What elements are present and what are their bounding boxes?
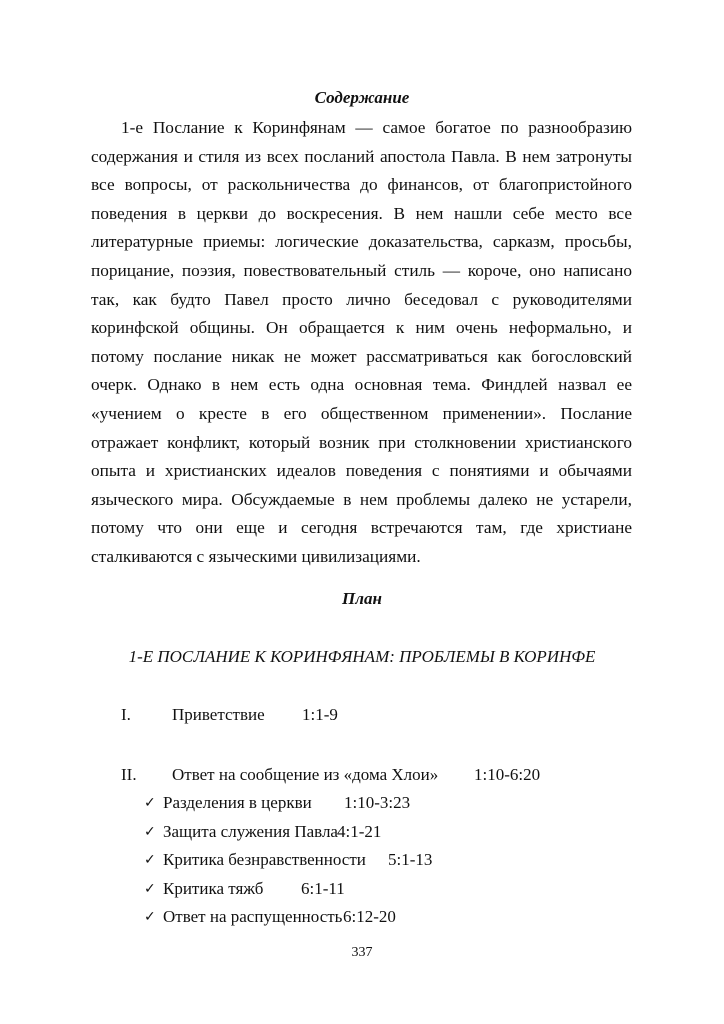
checkmark-icon: ✓	[144, 795, 156, 811]
sub-item-reference: 4:1-21	[337, 822, 382, 841]
sub-item-reference: 1:10-3:23	[344, 793, 411, 812]
sub-item-reference: 6:12-20	[343, 907, 396, 926]
outline-title: Ответ на сообщение из «дома Хлои»	[172, 765, 439, 784]
plan-heading: План	[342, 589, 382, 608]
outline-numeral: I.	[121, 705, 131, 724]
checkmark-icon: ✓	[144, 852, 156, 868]
outline-reference: 1:10-6:20	[474, 765, 541, 784]
checkmark-icon: ✓	[144, 881, 156, 897]
intro-paragraph: 1-е Послание к Коринфянам — самое богатое по разнообразию содержания и стиля из всех посланий апостола Павла. В нем затронуты все вопросы, от раскольничества до финансов, от благопристойного поведения в церкви до воскресения. В нем нашли себе место все литературные приемы: логические доказательства, сарказм, просьбы, порицание, поэзия, повествовательный стиль — короче, оно написано так, как будто Павел просто лично беседовал с руководителями коринфской общины. Он обращается к ним очень неформально, и потому послание никак не может рассматриваться как богословский очерк. Однако в нем есть одна основная тема. Финдлей назвал ее «учением о кресте в его общественном применении». Послание отражает конфликт, который возник при столкновении христианского опыта и христианских идеалов поведения с понятиями и обычаями языческого мира. Обсуждаемые в нем проблемы далеко не устарели, потому что они еще и сегодня встречаются там, где христиане сталкиваются с языческими цивилизациями.	[91, 118, 632, 566]
outline-numeral: II.	[121, 765, 137, 784]
plan-subtitle: 1-Е ПОСЛАНИЕ К КОРИНФЯНАМ: ПРОБЛЕМЫ В КОРИНФЕ	[128, 647, 596, 666]
outline-title: Приветствие	[172, 705, 265, 724]
checkmark-icon: ✓	[144, 909, 156, 925]
sub-item-title: Критика тяжб	[163, 879, 264, 898]
sub-item-title: Защита служения Павла	[163, 822, 338, 841]
sub-item-title: Ответ на распущенность	[163, 907, 343, 926]
page-number: 337	[351, 945, 373, 960]
outline-reference: 1:1-9	[302, 705, 338, 724]
sub-item-title: Критика безнравственности	[163, 850, 366, 869]
sub-item-reference: 5:1-13	[388, 850, 433, 869]
sub-item-title: Разделения в церкви	[163, 793, 312, 812]
checkmark-icon: ✓	[144, 824, 156, 840]
sub-item-reference: 6:1-11	[301, 879, 345, 898]
contents-heading: Содержание	[314, 88, 410, 107]
